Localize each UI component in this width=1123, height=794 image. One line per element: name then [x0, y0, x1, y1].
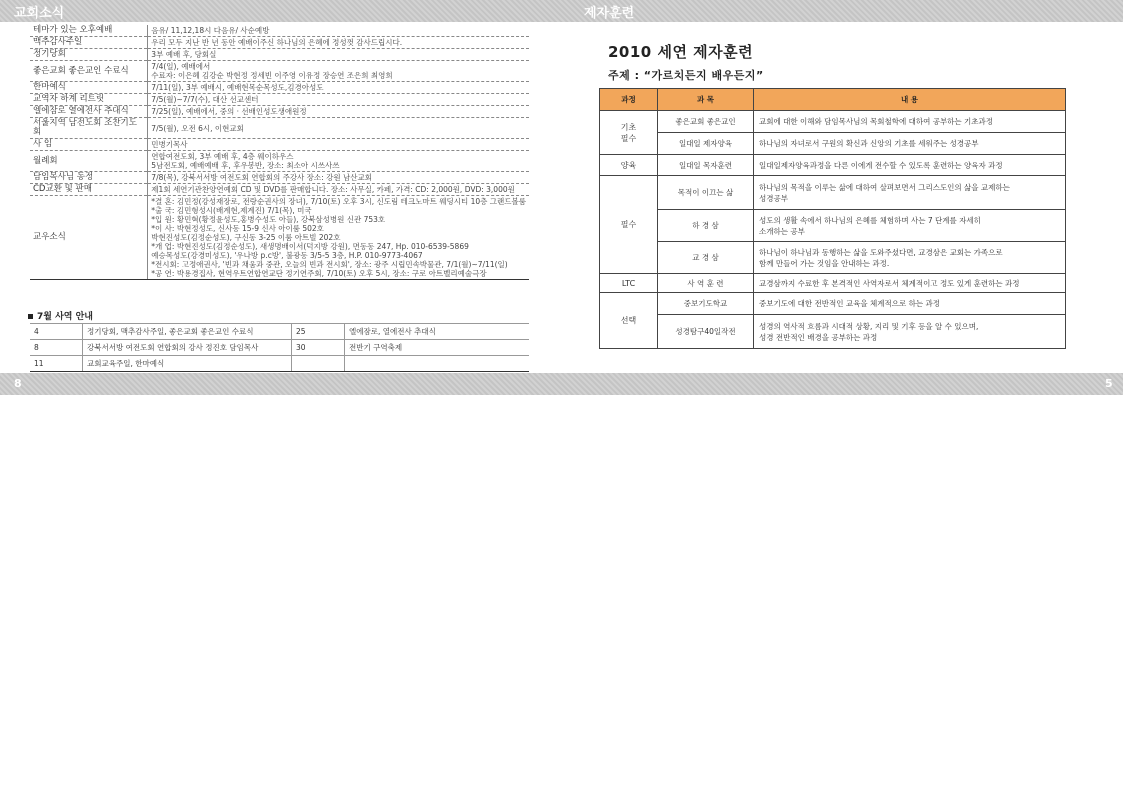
table-row	[30, 61, 529, 82]
row-value-line: 제1회 세연기관찬양연예회 CD 및 DVD를 판매합니다. 장소: 사무실, 카페, 가격: CD: 2,000원, DVD: 3,000원	[151, 185, 515, 194]
row-value-line: *공 연: 박용경집사, 현역우트연합연교단 정기연주회, 7/10(토) 오후 5시, 장소: 구로 아트벨리예술극장	[151, 269, 487, 278]
row-value-line: 우리 모두 지난 반 년 동안 예배이주신 하나님의 은혜에 정성껏 감사드립시다.	[151, 38, 403, 47]
course-subject: 성경탐구40일작전	[658, 315, 754, 349]
course-description-line: 일대일제자양육과정을 다른 이에게 전수할 수 있도록 훈련하는 양육자 과정	[759, 160, 1003, 170]
footer-band	[0, 373, 1123, 395]
schedule-event: 강북서서방 여전도회 연합회의 강사 정진호 담임목사	[83, 340, 292, 356]
header-subject: 과 목	[658, 89, 754, 111]
row-label: 담임목사님 동정	[30, 172, 148, 184]
schedule-table	[30, 323, 529, 372]
schedule-date: 4	[30, 324, 83, 340]
training-row	[600, 176, 1066, 210]
training-row	[600, 111, 1066, 133]
row-label: 맥추감사주일	[30, 37, 148, 49]
row-value	[148, 25, 529, 37]
church-news-table	[30, 25, 529, 280]
training-row	[600, 210, 1066, 242]
row-value	[148, 94, 529, 106]
course-description	[754, 111, 1066, 133]
course-description	[754, 176, 1066, 210]
row-label: 테마가 있는 오후예배	[30, 25, 148, 37]
table-row	[30, 196, 529, 280]
course-description	[754, 242, 1066, 274]
row-value	[148, 196, 529, 280]
course-description-line: 성경의 역사적 흐름과 시대적 상황, 지리 및 기후 등을 알 수 있으며,	[759, 321, 979, 331]
row-label: 정기당회	[30, 49, 148, 61]
row-label: 한마예식	[30, 82, 148, 94]
row-value	[148, 151, 529, 172]
row-value	[148, 172, 529, 184]
row-value-line: 음유/ 11,12,18시 다음유/ 사순예방	[151, 26, 270, 35]
training-title: 2010 세연 제자훈련	[608, 43, 754, 61]
training-table-header	[600, 89, 1066, 111]
course-description	[754, 210, 1066, 242]
row-value-line: *이 사: 박현정성도, 신사동 15-9 신사 아이룸 502호	[151, 224, 324, 233]
schedule-heading	[28, 309, 93, 322]
row-label: 교우소식	[30, 196, 148, 280]
row-value	[148, 37, 529, 49]
row-value-line: 7/8(목), 강북서서방 여전도회 연합회의 주강사 장소: 강원 남산교회	[151, 173, 372, 182]
course-category-line: 기초	[620, 122, 637, 132]
course-description	[754, 155, 1066, 176]
course-category-line: LTC	[621, 278, 636, 288]
row-value-line: 예승목성도(강경미성도), '우나방 p.c방', 불광동 3/5-5 3층, H.P. 010-9773-4067	[151, 251, 423, 260]
table-row	[30, 106, 529, 118]
row-value-line: *입 원: 황민혁(황정윤성도,홍병수성도 아들), 강북삼성병원 신관 753호	[151, 215, 386, 224]
left-section-title: 교회소식	[14, 6, 65, 21]
table-row	[30, 118, 529, 139]
row-value-line: 7/4(일), 예배에서	[151, 62, 211, 71]
course-description-line: 교경삼까지 수료한 후 본격적인 사역자로서 체계적이고 정도 있게 훈련하는 과정	[759, 278, 1020, 288]
course-description-line: 성경 전반적인 배경을 공부하는 과정	[759, 332, 878, 342]
schedule-row	[30, 324, 529, 340]
row-value-line: 박현진성도(김정순성도), 구신동 3-25 이룸 아트빌 202호	[151, 233, 341, 242]
course-description-line: 소개하는 공부	[759, 226, 805, 236]
header-content: 내 용	[754, 89, 1066, 111]
row-value-line: 수료자: 이은혜 김강순 박현정 정세빈 이주영 이유정 장승연 조은희 최영희	[151, 71, 393, 80]
row-label: 월례회	[30, 151, 148, 172]
schedule-date: 11	[30, 356, 83, 372]
course-description-line: 교회에 대한 이해와 담임목사님의 목회철학에 대하여 공부하는 기초과정	[759, 117, 994, 126]
course-subject: 목적이 이끄는 삶	[658, 176, 754, 210]
row-value	[148, 139, 529, 151]
schedule-row	[30, 356, 529, 372]
row-value-line: 7/5(월)~7/7(수), 대산 선교센터	[151, 95, 259, 104]
schedule-date: 30	[292, 340, 345, 356]
row-label: 엘에잠로 열에전사 추대식	[30, 106, 148, 118]
row-label: 교역자 하계 리트릿	[30, 94, 148, 106]
right-section-title: 제자훈련	[584, 6, 635, 21]
row-value-line: 7/5(월), 오전 6시, 이현교회	[151, 123, 244, 133]
table-row	[30, 94, 529, 106]
square-bullet-icon	[28, 314, 33, 319]
table-row	[30, 49, 529, 61]
course-category-line: 필수	[620, 220, 637, 229]
schedule-heading-text: 7월 사역 안내	[37, 312, 93, 322]
schedule-date: 25	[292, 324, 345, 340]
row-label: 사 임	[30, 139, 148, 151]
row-value-line: 3부 예배 후, 당회실	[151, 50, 217, 59]
header-band	[0, 0, 1123, 22]
course-subject: 좋은교회 좋은교인	[658, 111, 754, 133]
course-description-line: 하나님의 자녀로서 구원의 확신과 신앙의 기초를 세워주는 성경공부	[759, 139, 979, 148]
course-subject: 일대일 목자훈련	[658, 155, 754, 176]
course-category	[600, 274, 658, 293]
table-row	[30, 172, 529, 184]
course-category-line: 양육	[620, 160, 637, 170]
row-value	[148, 106, 529, 118]
row-label: 서울지역 남전도회 조찬기도회	[30, 118, 148, 139]
row-value	[148, 184, 529, 196]
course-subject: 사 역 훈 련	[658, 274, 754, 293]
table-row	[30, 25, 529, 37]
course-description	[754, 293, 1066, 315]
course-description	[754, 315, 1066, 349]
row-value-line: 민병기목사	[151, 140, 188, 149]
training-row	[600, 274, 1066, 293]
training-row	[600, 133, 1066, 155]
course-subject: 일대일 제자양육	[658, 133, 754, 155]
course-subject: 교 경 삼	[658, 242, 754, 274]
schedule-event: 엘에잠로, 열에전사 추대식	[345, 324, 530, 340]
table-row	[30, 139, 529, 151]
schedule-event	[345, 356, 530, 372]
row-value-line: *출 국: 김민형성시(배계현,제계진) 7/1(목), 미국	[151, 206, 312, 215]
row-value	[148, 61, 529, 82]
schedule-event: 정기당회, 맥추감사주일, 좋은교회 좋은교인 수료식	[83, 324, 292, 340]
course-description-line: 중보기도에 대한 전반적인 교육을 체계적으로 하는 과정	[759, 299, 940, 308]
row-value	[148, 82, 529, 94]
table-row	[30, 151, 529, 172]
training-row	[600, 293, 1066, 315]
left-page-number: 8	[14, 377, 22, 390]
table-row	[30, 184, 529, 196]
course-description-line: 성경공부	[759, 193, 788, 203]
row-value-line: 7/11(일), 3부 예배시, 예배현목순목성도,김경아성도	[151, 83, 324, 92]
schedule-event: 교회교육주일, 한마예식	[83, 356, 292, 372]
row-value	[148, 118, 529, 139]
course-subject: 중보기도학교	[658, 293, 754, 315]
row-value-line: 연합여전도회, 3부 예배 후, 4층 웨이하우스	[151, 152, 294, 161]
table-row	[30, 82, 529, 94]
course-description	[754, 133, 1066, 155]
row-value-line: 7/25(일), 예배에서, 중의 · 선배인성도생애원정	[151, 107, 307, 116]
row-value-line: *전시회: 고정애권사, '빈과 채움과 중관, 오늘의 빈과 전시회', 장소: 광주 시립민속박물관, 7/1(월)~7/11(일)	[151, 260, 508, 269]
course-category	[600, 176, 658, 274]
row-value	[148, 49, 529, 61]
row-value-line: 5남전도회, 예배예배 후, 후우봉반, 장소: 최소아 시쓰사쓰	[151, 161, 340, 170]
course-subject: 하 경 삼	[658, 210, 754, 242]
schedule-row	[30, 340, 529, 356]
table-row	[30, 37, 529, 49]
course-description	[754, 274, 1066, 293]
training-row	[600, 155, 1066, 176]
training-table	[599, 88, 1066, 349]
schedule-date: 8	[30, 340, 83, 356]
training-row	[600, 315, 1066, 349]
row-label: 좋은교회 좋은교인 수료식	[30, 61, 148, 82]
course-category	[600, 111, 658, 155]
right-page-number: 5	[1105, 377, 1113, 390]
course-description-line: 하나님이 하나님과 동행하는 삶을 도와주셨다면, 교경삼은 교회는 가족으로	[759, 247, 1003, 257]
course-description-line: 성도의 생활 속에서 하나님의 은혜를 체험하며 사는 7 단계를 자세히	[759, 215, 981, 225]
training-theme: 주제 : “가르치든지 배우든지”	[608, 69, 764, 82]
course-category	[600, 293, 658, 349]
schedule-event: 전반기 구역축제	[345, 340, 530, 356]
course-description-line: 함께 만들어 가는 것임을 안내하는 과정.	[759, 258, 890, 268]
course-category	[600, 155, 658, 176]
row-value-line: *결 혼: 김민정(강성재장로, 전랑순권사의 장녀), 7/10(토) 오후 3시, 신도림 테크노마트 웨딩시티 10층 그랜드볼룸	[151, 197, 526, 206]
header-course: 과정	[600, 89, 658, 111]
course-description-line: 하나님의 목적을 이루는 삶에 대하여 살펴보면서 그리스도인의 삶을 교제하는	[759, 182, 1010, 192]
course-category-line: 선택	[620, 316, 637, 325]
schedule-date	[292, 356, 345, 372]
row-label: CD교환 및 판매	[30, 184, 148, 196]
row-value-line: *개 업: 박현진성도(김정순성도), 새생명배이서(덕지방 강원), 면동동 247, Hp. 010-6539-5869	[151, 242, 469, 251]
course-category-line: 필수	[620, 133, 637, 143]
training-row	[600, 242, 1066, 274]
